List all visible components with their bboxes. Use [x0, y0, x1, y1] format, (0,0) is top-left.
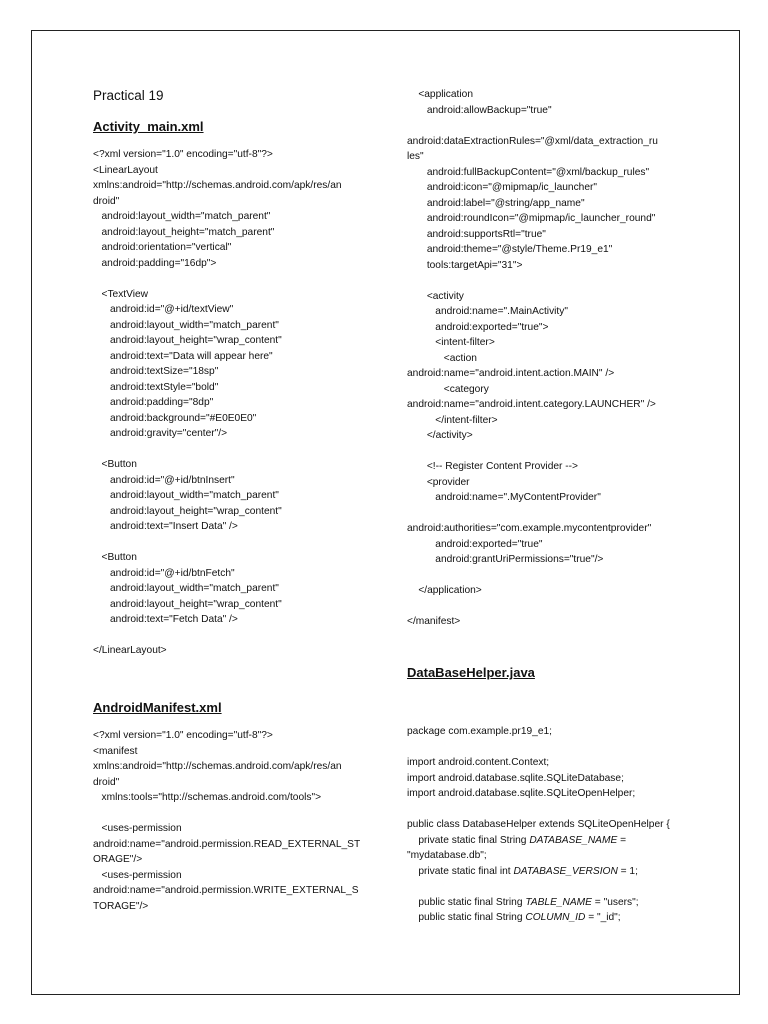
- code-line: package com.example.pr19_e1;: [407, 726, 552, 737]
- code-line: <application: [407, 89, 473, 100]
- code-line: android:exported="true": [407, 538, 543, 550]
- android-manifest-heading: AndroidManifest.xml: [93, 700, 222, 715]
- code-line: android:name="android.permission.READ_EXTERNAL_ST: [93, 838, 361, 850]
- code-line: private static final String DATABASE_NAME =: [407, 834, 627, 846]
- code-line: <?xml version="1.0" encoding="utf-8"?>: [93, 149, 273, 160]
- activity-main-code-block: [93, 147, 342, 659]
- code-line: public static final String COLUMN_ID = "_id";: [407, 912, 621, 923]
- code-line: android:layout_height="wrap_content": [93, 598, 282, 610]
- android-manifest-code-block-part2: [407, 87, 658, 630]
- code-line: android:id="@+id/textView": [93, 304, 234, 315]
- code-line: android:padding="8dp": [93, 397, 214, 408]
- code-line: tools:targetApi="31">: [407, 259, 523, 271]
- code-line: </LinearLayout>: [93, 645, 167, 656]
- code-line: android:text="Fetch Data" />: [93, 614, 238, 625]
- code-line: droid": [93, 195, 120, 207]
- database-helper-code-block: [407, 724, 670, 926]
- code-line: android:allowBackup="true": [407, 104, 552, 116]
- code-line: [93, 806, 360, 822]
- code-line: android:name="android.permission.WRITE_EXTERNAL_S: [93, 885, 359, 896]
- code-line: </intent-filter>: [407, 414, 498, 426]
- code-line: <category: [407, 383, 489, 395]
- code-line: [407, 740, 670, 756]
- code-line: android:orientation="vertical": [93, 242, 232, 253]
- code-line: android:fullBackupContent="@xml/backup_rules": [407, 166, 650, 178]
- code-line: android:layout_height="wrap_content": [93, 335, 282, 346]
- code-line: xmlns:tools="http://schemas.android.com/tools">: [93, 792, 322, 803]
- code-line: <manifest: [93, 745, 138, 757]
- code-line: android:textSize="18sp": [93, 366, 219, 377]
- code-line: <!-- Register Content Provider -->: [407, 461, 578, 472]
- code-line: <TextView: [93, 288, 149, 300]
- code-line: [407, 599, 658, 615]
- android-manifest-code-block-part1: [93, 728, 360, 914]
- code-line: </activity>: [407, 430, 473, 441]
- code-line: android:label="@string/app_name": [407, 197, 585, 209]
- code-line: android:dataExtractionRules="@xml/data_extraction_ru: [407, 135, 658, 147]
- page-title: Practical 19: [93, 88, 164, 103]
- code-line: <provider: [407, 476, 470, 488]
- code-line: [407, 802, 670, 818]
- code-line: [407, 118, 658, 134]
- code-line: android:layout_height="match_parent": [93, 226, 275, 238]
- code-line: [407, 879, 670, 895]
- code-line: xmlns:android="http://schemas.android.com/apk/res/an: [93, 761, 342, 772]
- code-line: android:layout_width="match_parent": [93, 211, 271, 222]
- code-line: [93, 442, 342, 458]
- code-line: android:background="#E0E0E0": [93, 412, 257, 424]
- code-line: [407, 568, 658, 584]
- code-line: [93, 535, 342, 551]
- code-line: xmlns:android="http://schemas.android.com/apk/res/an: [93, 180, 342, 191]
- code-line: <uses-permission: [93, 869, 182, 881]
- code-line: <Button: [93, 552, 137, 563]
- code-line: import android.database.sqlite.SQLiteDatabase;: [407, 772, 624, 784]
- code-line: </application>: [407, 585, 482, 596]
- code-line: android:roundIcon="@mipmap/ic_launcher_round": [407, 213, 656, 224]
- code-line: droid": [93, 776, 120, 788]
- code-line: android:textStyle="bold": [93, 381, 219, 393]
- code-line: android:id="@+id/btnFetch": [93, 567, 235, 579]
- code-line: android:id="@+id/btnInsert": [93, 474, 235, 486]
- code-line: android:exported="true">: [407, 321, 549, 333]
- code-line: android:layout_width="match_parent": [93, 583, 279, 594]
- code-line: android:layout_width="match_parent": [93, 490, 279, 501]
- code-line: android:theme="@style/Theme.Pr19_e1": [407, 244, 613, 255]
- code-line: [407, 273, 658, 289]
- code-line: android:authorities="com.example.mycontentprovider": [407, 523, 652, 534]
- code-line: [93, 628, 342, 644]
- code-line: import android.database.sqlite.SQLiteOpenHelper;: [407, 788, 636, 799]
- code-line: <activity: [407, 290, 464, 302]
- code-line: <uses-permission: [93, 823, 182, 834]
- code-line: android:name=".MyContentProvider": [407, 492, 601, 503]
- code-line: "mydatabase.db";: [407, 850, 487, 861]
- code-line: <?xml version="1.0" encoding="utf-8"?>: [93, 730, 273, 741]
- code-line: android:layout_width="match_parent": [93, 319, 279, 331]
- code-line: <LinearLayout: [93, 164, 158, 176]
- code-line: private static final int DATABASE_VERSION = 1;: [407, 865, 638, 877]
- code-line: android:text="Data will appear here": [93, 350, 273, 362]
- code-line: les": [407, 151, 424, 162]
- code-line: android:name="android.intent.category.LAUNCHER" />: [407, 399, 656, 410]
- code-line: android:layout_height="wrap_content": [93, 505, 282, 517]
- code-line: android:gravity="center"/>: [93, 428, 228, 439]
- code-line: android:name=".MainActivity": [407, 306, 568, 317]
- code-line: [407, 506, 658, 522]
- code-line: android:name="android.intent.action.MAIN" />: [407, 368, 615, 379]
- code-line: <intent-filter>: [407, 337, 495, 348]
- code-line: <Button: [93, 459, 137, 470]
- code-line: android:icon="@mipmap/ic_launcher": [407, 182, 598, 193]
- activity-main-heading: Activity_main.xml: [93, 119, 204, 134]
- code-line: android:text="Insert Data" />: [93, 521, 238, 532]
- code-line: </manifest>: [407, 616, 461, 627]
- code-line: <action: [407, 352, 477, 364]
- code-line: public class DatabaseHelper extends SQLiteOpenHelper {: [407, 819, 670, 830]
- database-helper-heading: DataBaseHelper.java: [407, 665, 535, 680]
- code-line: [93, 271, 342, 287]
- code-line: ORAGE"/>: [93, 854, 143, 865]
- code-line: import android.content.Context;: [407, 757, 550, 768]
- code-line: [407, 444, 658, 460]
- code-line: public static final String TABLE_NAME = "users";: [407, 896, 639, 908]
- code-line: android:padding="16dp">: [93, 257, 217, 269]
- code-line: TORAGE"/>: [93, 900, 149, 912]
- code-line: android:supportsRtl="true": [407, 228, 546, 240]
- code-line: android:grantUriPermissions="true"/>: [407, 554, 604, 565]
